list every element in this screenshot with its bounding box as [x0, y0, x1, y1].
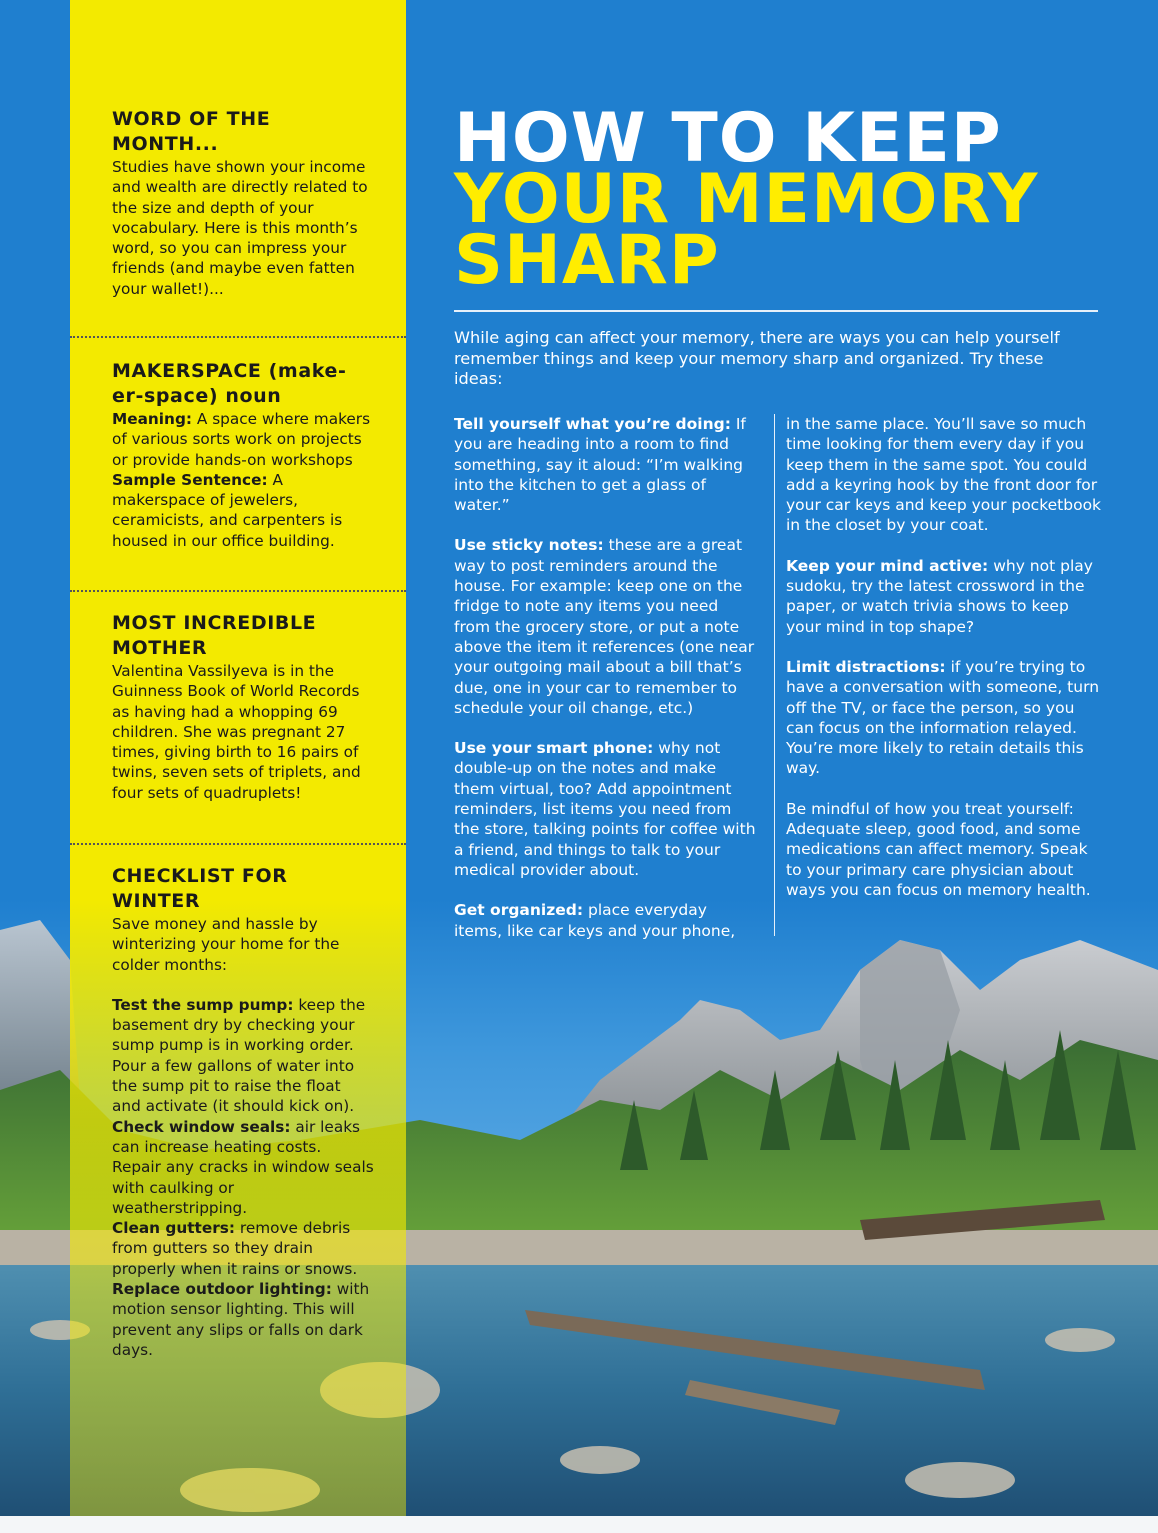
tip-paragraph [454, 414, 759, 515]
tip-label: Use sticky notes: [454, 536, 604, 555]
tip-paragraph [786, 799, 1104, 900]
tip-text: why not double-up on the notes and make them virtual, too? Add appointment reminders, list items you need from the store, talking points for coffee with a friend, and things to talk to your medical provider about. [454, 739, 756, 879]
tip-text: in the same place. You’ll save so much time looking for them every day if you keep them in the same spot. You could add a keyring hook by the front door for your car keys and keep your pocketbook in the closet by your coat. [786, 415, 1102, 535]
column-divider [774, 414, 775, 936]
meaning-text: A space where makers of various sorts work on projects or provide hands-on workshops [112, 410, 371, 469]
article-column-left [454, 414, 759, 941]
checklist-item-text: remove debris from gutters so they drain properly when it rains or snows. [112, 1219, 358, 1278]
checklist-item-label: Test the sump pump: [112, 995, 294, 1014]
tip-text: If you are heading into a room to find something, say it aloud: “I’m walking into the kitchen to get a glass of water.” [454, 415, 746, 515]
tip-paragraph [786, 657, 1104, 779]
most-incredible-mother-section [112, 611, 374, 803]
page-bottom-edge [0, 1516, 1158, 1533]
checklist-item-label: Replace outdoor lighting: [112, 1280, 332, 1299]
title-line-1: HOW TO KEEP [454, 99, 1002, 178]
checklist-for-winter-section [112, 864, 374, 1360]
tip-text: these are a great way to post reminders around the house. For example: keep one on the fridge to note any items you need from the grocery store, or put a note above the item it references (one near your outgoing mail about a bill that’s due, one in your car to remember to schedule your oil change, etc.) [454, 536, 755, 717]
word-of-the-month-heading: WORD OF THE MONTH... [112, 108, 271, 155]
sidebar [70, 0, 406, 1516]
checklist-item-text: keep the basement dry by checking your sump pump is in working order. Pour a few gallons of water into the sump pit to raise the float and activate (it should kick on). [112, 995, 366, 1116]
tip-paragraph [786, 414, 1104, 536]
tip-text: if you’re trying to have a conversation with someone, turn off the TV, or face the person, so you can focus on the information relayed. You’re more likely to retain details this way. [786, 657, 1100, 778]
tip-text: Be mindful of how you treat yourself: Adequate sleep, good food, and some medications can affect memory. Speak to your primary care physician about ways you can focus on memory health. [786, 799, 1091, 899]
tip-paragraph [786, 556, 1104, 637]
checklist-item-text: air leaks can increase heating costs. Repair any cracks in window seals with caulking or weatherstripping. [112, 1117, 374, 1217]
checklist-item [112, 1218, 374, 1279]
title-rule [454, 310, 1098, 312]
checklist-item-label: Check window seals: [112, 1117, 291, 1136]
most-incredible-mother-body: Valentina Vassilyeva is in the Guinness Book of World Records as having had a whopping 69 children. She was pregnant 27 times, giving birth to 16 pairs of twins, seven sets of triplets, and four sets of quadruplets! [112, 662, 361, 802]
word-of-the-month-section [112, 107, 374, 299]
meaning-label: Meaning: [112, 410, 193, 428]
checklist-item [112, 1279, 374, 1360]
tip-paragraph [454, 738, 759, 880]
makerspace-heading: MAKERSPACE (make-er-space) noun [112, 360, 347, 407]
checklist-item [112, 995, 374, 1117]
sample-sentence-text: A makerspace of jewelers, ceramicists, and carpenters is housed in our office building. [112, 470, 343, 550]
title-line-2: YOUR MEMORY [454, 160, 1039, 239]
tip-text: place everyday items, like car keys and your phone, [454, 901, 736, 940]
checklist-item-text: with motion sensor lighting. This will prevent any slips or falls on dark days. [112, 1280, 370, 1359]
tip-paragraph [454, 535, 759, 718]
sidebar-divider [70, 843, 406, 845]
word-of-the-month-body: Studies have shown your income and wealth are directly related to the size and depth of your vocabulary. Here is this month’s word, so you can impress your friends (and maybe even fatten your wallet!)... [112, 158, 368, 298]
tip-label: Tell yourself what you’re doing: [454, 415, 731, 433]
tip-label: Get organized: [454, 901, 584, 920]
sidebar-divider [70, 590, 406, 592]
tip-text: why not play sudoku, try the latest crossword in the paper, or watch trivia shows to keep your mind in top shape? [786, 556, 1093, 636]
tip-label: Limit distractions: [786, 657, 946, 676]
checklist-heading: CHECKLIST FOR WINTER [112, 865, 288, 912]
tip-paragraph [454, 900, 759, 941]
most-incredible-mother-heading: MOST INCREDIBLE MOTHER [112, 612, 317, 659]
article-intro: While aging can affect your memory, there are ways you can help yourself remember things and keep your memory sharp and organized. Try these ideas: [454, 328, 1060, 388]
article-title [454, 99, 1039, 300]
tip-label: Keep your mind active: [786, 556, 989, 575]
makerspace-meaning [112, 409, 374, 470]
article-column-right [786, 414, 1104, 900]
sample-sentence-label: Sample Sentence: [112, 470, 268, 489]
checklist-item-label: Clean gutters: [112, 1219, 235, 1238]
makerspace-sample-sentence [112, 470, 374, 551]
checklist-item [112, 1117, 374, 1218]
makerspace-section [112, 359, 374, 551]
sidebar-divider [70, 336, 406, 338]
checklist-intro: Save money and hassle by winterizing your home for the colder months: [112, 915, 340, 974]
title-line-3: SHARP [454, 221, 720, 300]
tip-label: Use your smart phone: [454, 739, 654, 758]
